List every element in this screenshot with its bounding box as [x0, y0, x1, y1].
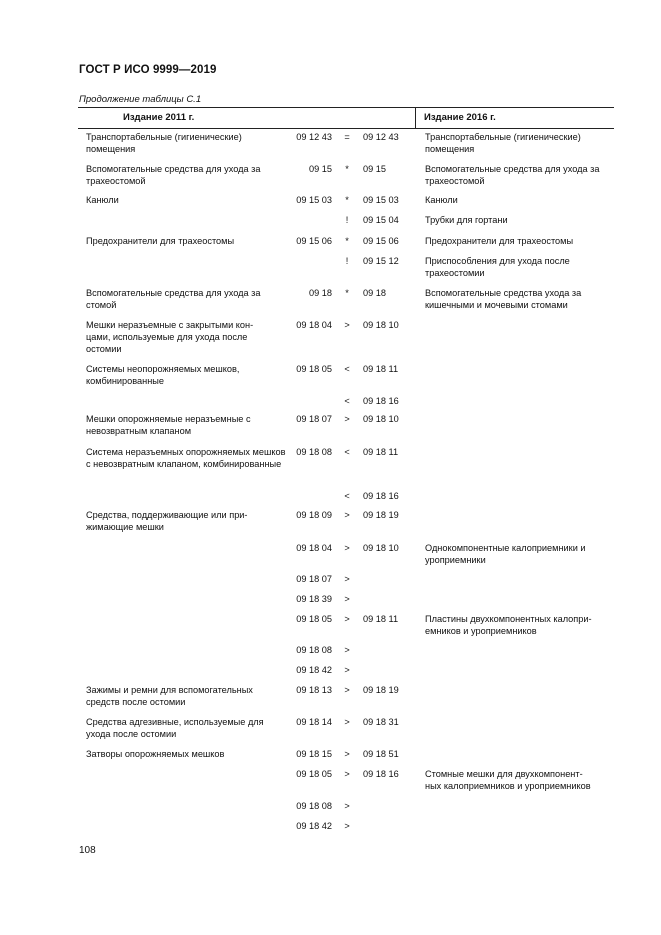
row-code-2011: 09 18 42 [296, 821, 332, 831]
row-relation: > [344, 769, 350, 779]
row-name-2011: Система неразъемных опорожняемых мешков с невозвратным клапаном, комбинированные [86, 447, 286, 469]
document-header: ГОСТ Р ИСО 9999—2019 [79, 64, 217, 76]
row-relation: > [344, 685, 350, 695]
row-relation: > [344, 749, 350, 759]
row-name-2016: Вспомогательные средства для ухода за трахеостомой [425, 164, 600, 186]
row-code-2011: 09 18 13 [296, 685, 332, 695]
row-code-2011: 09 18 04 [296, 543, 332, 553]
row-relation: < [344, 491, 350, 501]
row-relation: = [344, 132, 350, 142]
row-code-2016: 09 18 51 [363, 749, 399, 759]
row-name-2011: Мешки неразъемные с закрытыми кон- цами, используемые для ухода после остомии [86, 320, 254, 354]
row-name-2016: Стомные мешки для двухкомпонент- ных калоприемников и уроприемников [425, 769, 591, 791]
row-name-2016: Пластины двухкомпонентных калопри- емников и уроприемников [425, 614, 592, 636]
row-relation: * [345, 164, 349, 174]
row-relation: > [344, 574, 350, 584]
row-name-2011: Канюли [86, 195, 119, 205]
row-code-2011: 09 18 07 [296, 414, 332, 424]
row-name-2016: Транспортабельные (гигиенические) помещения [425, 132, 581, 154]
row-code-2016: 09 12 43 [363, 132, 399, 142]
row-code-2011: 09 15 03 [296, 195, 332, 205]
row-code-2011: 09 18 05 [296, 614, 332, 624]
row-code-2016: 09 18 11 [363, 364, 399, 374]
row-name-2016: Вспомогательные средства ухода за кишечными и мочевыми стомами [425, 288, 582, 310]
row-code-2011: 09 12 43 [296, 132, 332, 142]
row-name-2011: Мешки опорожняемые неразъемные с невозвратным клапаном [86, 414, 251, 436]
row-name-2011: Средства, поддерживающие или при- жимающие мешки [86, 510, 248, 532]
row-name-2011: Зажимы и ремни для вспомогательных средств после остомии [86, 685, 253, 707]
row-relation: > [344, 801, 350, 811]
row-relation: > [344, 594, 350, 604]
row-code-2011: 09 18 [309, 288, 332, 298]
row-code-2016: 09 15 [363, 164, 386, 174]
row-code-2016: 09 15 03 [363, 195, 399, 205]
row-relation: > [344, 665, 350, 675]
row-code-2011: 09 18 14 [296, 717, 332, 727]
row-relation: > [344, 717, 350, 727]
row-code-2016: 09 18 10 [363, 414, 399, 424]
row-name-2011: Системы неопорожняемых мешков, комбинированные [86, 364, 240, 386]
row-code-2011: 09 18 08 [296, 801, 332, 811]
row-code-2016: 09 18 16 [363, 769, 399, 779]
row-code-2016: 09 18 19 [363, 685, 399, 695]
row-relation: > [344, 543, 350, 553]
row-code-2011: 09 18 07 [296, 574, 332, 584]
row-relation: > [344, 614, 350, 624]
row-code-2016: 09 18 11 [363, 614, 399, 624]
row-name-2011: Транспортабельные (гигиенические) помещения [86, 132, 242, 154]
row-relation: > [344, 414, 350, 424]
column-header-2016: Издание 2016 г. [424, 112, 496, 123]
column-header-2011: Издание 2011 г. [123, 112, 195, 123]
row-code-2016: 09 18 19 [363, 510, 399, 520]
row-code-2016: 09 18 11 [363, 447, 399, 457]
row-relation: > [344, 510, 350, 520]
row-relation: * [345, 236, 349, 246]
row-code-2016: 09 15 12 [363, 256, 399, 266]
row-relation: < [344, 396, 350, 406]
row-relation: < [344, 364, 350, 374]
row-code-2016: 09 15 06 [363, 236, 399, 246]
row-name-2016: Однокомпонентные калоприемники и уроприемники [425, 543, 586, 565]
table-caption: Продолжение таблицы С.1 [79, 94, 202, 105]
row-name-2016: Приспособления для ухода после трахеостомии [425, 256, 570, 278]
row-code-2016: 09 18 10 [363, 320, 399, 330]
row-code-2011: 09 18 39 [296, 594, 332, 604]
row-code-2011: 09 18 04 [296, 320, 332, 330]
row-name-2011: Вспомогательные средства для ухода за стомой [86, 288, 261, 310]
row-code-2016: 09 18 10 [363, 543, 399, 553]
row-relation: ! [345, 256, 349, 266]
row-code-2011: 09 18 15 [296, 749, 332, 759]
page-number: 108 [79, 845, 96, 856]
row-name-2011: Предохранители для трахеостомы [86, 236, 235, 246]
row-code-2016: 09 18 [363, 288, 386, 298]
row-code-2011: 09 18 09 [296, 510, 332, 520]
row-code-2016: 09 18 16 [363, 396, 399, 406]
row-relation: < [344, 447, 350, 457]
row-code-2011: 09 15 06 [296, 236, 332, 246]
row-relation: * [345, 288, 349, 298]
row-relation: ! [345, 215, 349, 225]
row-name-2016: Предохранители для трахеостомы [425, 236, 574, 246]
row-code-2011: 09 18 42 [296, 665, 332, 675]
row-code-2011: 09 18 08 [296, 447, 332, 457]
row-relation: > [344, 645, 350, 655]
row-code-2016: 09 15 04 [363, 215, 399, 225]
row-code-2011: 09 15 [309, 164, 332, 174]
row-relation: > [344, 821, 350, 831]
row-code-2011: 09 18 05 [296, 769, 332, 779]
row-code-2016: 09 18 31 [363, 717, 399, 727]
row-name-2011: Средства адгезивные, используемые для ухода после остомии [86, 717, 264, 739]
row-code-2016: 09 18 16 [363, 491, 399, 501]
row-code-2011: 09 18 05 [296, 364, 332, 374]
row-name-2011: Вспомогательные средства для ухода за трахеостомой [86, 164, 261, 186]
row-name-2016: Трубки для гортани [425, 215, 508, 225]
row-code-2011: 09 18 08 [296, 645, 332, 655]
row-relation: * [345, 195, 349, 205]
row-relation: > [344, 320, 350, 330]
row-name-2016: Канюли [425, 195, 458, 205]
row-name-2011: Затворы опорожняемых мешков [86, 749, 225, 759]
